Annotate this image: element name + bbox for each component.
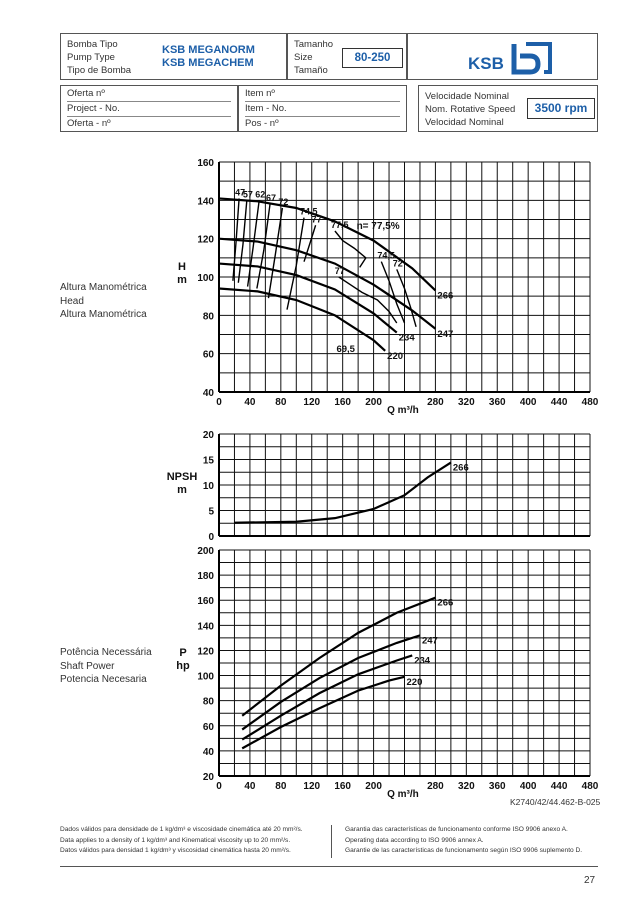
- head-unit-symbol: H: [178, 261, 186, 273]
- size-label-es: Tamaño: [294, 65, 328, 76]
- pump-type-label-es: Tipo de Bomba: [67, 65, 132, 76]
- page-number: 27: [584, 875, 596, 886]
- power-x-tick-label: 280: [427, 781, 444, 792]
- power-series-label-220: 220: [406, 676, 423, 688]
- head-unit-m: m: [177, 274, 187, 286]
- npsh-y-tick-label: 10: [202, 481, 214, 492]
- power-x-tick-label: 40: [244, 781, 256, 792]
- npsh-y-tick-label: 5: [208, 506, 214, 518]
- efficiency-curve-3: [257, 204, 270, 288]
- power-x-axis-label: Q m³/h: [387, 789, 419, 800]
- power-x-tick-label: 120: [303, 781, 321, 792]
- power-x-tick-label: 160: [334, 781, 352, 792]
- pump-type-label-pt: Bomba Tipo: [67, 39, 118, 50]
- efficiency-label-9: 74,5: [377, 250, 395, 261]
- speed-label-es: Velocidad Nominal: [425, 117, 504, 128]
- ksb-logo-text: KSB: [468, 54, 504, 73]
- efficiency-curve-7: [335, 231, 366, 267]
- power-y-tick-label: 180: [197, 571, 214, 583]
- power-x-tick-label: 400: [519, 781, 537, 792]
- power-y-tick-label: 140: [197, 621, 214, 633]
- head-y-tick-label: 140: [197, 196, 214, 208]
- head-x-tick-label: 120: [303, 397, 321, 408]
- head-x-tick-label: 320: [457, 397, 475, 408]
- head-x-tick-label: 40: [244, 397, 256, 408]
- power-y-tick-label: 120: [197, 646, 214, 658]
- npsh-y-tick-label: 15: [202, 455, 214, 467]
- power-x-tick-label: 440: [550, 781, 568, 792]
- head-y-tick-label: 100: [197, 273, 214, 284]
- efficiency-label-4: 72: [278, 197, 289, 207]
- power-series-label-247: 247: [421, 635, 438, 647]
- offer-label-pt: Oferta nº: [67, 87, 231, 102]
- head-x-tick-label: 200: [365, 397, 382, 408]
- head-x-tick-label: 440: [550, 397, 568, 408]
- item-label-en: Item - No.: [245, 102, 400, 117]
- power-y-tick-label: 60: [202, 721, 214, 733]
- footnote-divider: [331, 825, 332, 858]
- pump-type-value-1: KSB MEGANORM: [162, 44, 255, 56]
- npsh-y-tick-label: 0: [208, 532, 214, 543]
- head-series-label-220: 220: [387, 350, 404, 362]
- speed-label-pt: Velocidade Nominal: [425, 91, 509, 102]
- size-label-en: Size: [294, 52, 313, 63]
- head-x-tick-label: 160: [334, 397, 352, 408]
- pump-type-label-en: Pump Type: [67, 52, 115, 63]
- npsh-unit-symbol: NPSH: [166, 471, 198, 483]
- offer-label-en: Project - No.: [67, 102, 231, 117]
- efficiency-label-8: 77: [334, 266, 345, 276]
- power-x-tick-label: 360: [488, 781, 506, 792]
- efficiency-label-5: 74,5: [300, 206, 318, 217]
- head-caption-pt: Altura Manométrica: [60, 282, 147, 293]
- power-x-tick-label: 320: [457, 781, 475, 792]
- head-x-axis-label: Q m³/h: [387, 405, 419, 416]
- power-x-tick-label: 0: [216, 781, 222, 792]
- item-label-pt: Item nº: [245, 87, 400, 102]
- power-y-tick-label: 80: [202, 696, 214, 708]
- power-series-label-266: 266: [437, 597, 454, 609]
- power-caption-pt: Potência Necessária: [60, 647, 152, 658]
- efficiency-curve-4: [268, 208, 282, 298]
- efficiency-annotation-best: n= 77,5%: [356, 221, 400, 233]
- power-x-tick-label: 200: [365, 781, 382, 792]
- offer-label-es: Oferta - nº: [67, 118, 111, 129]
- power-x-tick-label: 80: [275, 781, 287, 792]
- power-unit-hp: hp: [176, 660, 190, 672]
- head-x-tick-label: 360: [488, 397, 506, 408]
- head-series-220: [219, 289, 385, 351]
- footnotes-right: [345, 825, 582, 857]
- efficiency-label-0: 47: [235, 187, 246, 198]
- head-x-tick-label: 0: [216, 397, 222, 408]
- head-series-234: [219, 264, 397, 333]
- footnote-right-pt: Garantia das características de funcionamento conforme ISO 9906 anexo A.: [345, 826, 568, 833]
- speed-label-en: Nom. Rotative Speed: [425, 104, 516, 115]
- efficiency-curve-2: [248, 200, 260, 286]
- footnote-left-es: Datos válidos para densidad 1 kg/dm³ y viscosidad cinemática hasta 20 mm²/s.: [60, 847, 291, 854]
- power-caption-en: Shaft Power: [60, 660, 115, 672]
- efficiency-label-3: 67: [266, 193, 277, 204]
- head-x-tick-label: 480: [581, 397, 599, 408]
- power-chart: [197, 546, 598, 800]
- head-series-label-247: 247: [437, 328, 454, 340]
- head-series-label-234: 234: [398, 332, 415, 344]
- power-y-tick-label: 20: [202, 772, 214, 783]
- power-y-tick-label: 200: [197, 546, 214, 557]
- power-y-tick-label: 100: [197, 671, 214, 683]
- npsh-y-tick-label: 20: [202, 430, 214, 441]
- size-label-pt: Tamanho: [294, 39, 334, 50]
- power-series-label-234: 234: [414, 655, 431, 667]
- efficiency-annotation-min: 69,5: [336, 343, 355, 355]
- efficiency-label-6: 77: [311, 214, 322, 225]
- npsh-series-label-266: 266: [452, 462, 469, 474]
- efficiency-label-7: 77,5: [330, 220, 349, 230]
- npsh-unit-m: m: [177, 484, 187, 496]
- power-x-tick-label: 480: [581, 781, 599, 792]
- efficiency-label-2: 62: [255, 189, 266, 200]
- footnote-left-pt: Dados válidos para densidade de 1 kg/dm³ e viscosidade cinemática até 20 mm²/s.: [60, 826, 303, 833]
- head-y-tick-label: 60: [202, 349, 214, 361]
- efficiency-curve-10: [397, 269, 416, 327]
- head-x-tick-label: 400: [519, 397, 537, 408]
- item-label-es: Pos - nº: [245, 118, 279, 129]
- head-y-tick-label: 40: [202, 388, 214, 399]
- speed-value: 3500 rpm: [527, 98, 595, 119]
- efficiency-label-1: 57: [242, 189, 253, 200]
- footnotes-left: [60, 825, 303, 857]
- head-x-tick-label: 80: [275, 397, 287, 408]
- reference-code: K2740/42/44.462-B-025: [510, 797, 601, 807]
- head-x-tick-label: 280: [427, 397, 444, 408]
- pump-type-value-2: KSB MEGACHEM: [162, 57, 254, 69]
- head-y-tick-label: 80: [202, 311, 214, 323]
- head-caption-en: Head: [60, 295, 84, 307]
- footnote-right-es: Garantie de las características de funcionamento según ISO 9906 suplemento D.: [345, 847, 583, 854]
- power-y-tick-label: 160: [197, 596, 214, 608]
- efficiency-curve-8: [339, 277, 397, 323]
- head-series-label-266: 266: [437, 290, 454, 302]
- footer-rule: [60, 866, 598, 867]
- head-y-tick-label: 120: [197, 234, 214, 246]
- footnote-left-en: Data applies to a density of 1 kg/dm³ and Kinematical viscosity up to 20 mm²/s.: [60, 836, 291, 844]
- size-value: 80-250: [342, 48, 403, 68]
- head-chart: [197, 158, 598, 416]
- head-caption-es: Altura Manométrica: [60, 309, 147, 320]
- npsh-chart: [203, 430, 590, 543]
- power-caption-es: Potencia Necesaria: [60, 674, 147, 685]
- efficiency-label-10: 72: [392, 258, 403, 269]
- head-y-tick-label: 160: [197, 158, 214, 169]
- power-y-tick-label: 40: [202, 746, 214, 758]
- footnote-right-en: Operating data according to ISO 9906 annex A.: [345, 836, 484, 844]
- power-unit-symbol: P: [179, 647, 187, 659]
